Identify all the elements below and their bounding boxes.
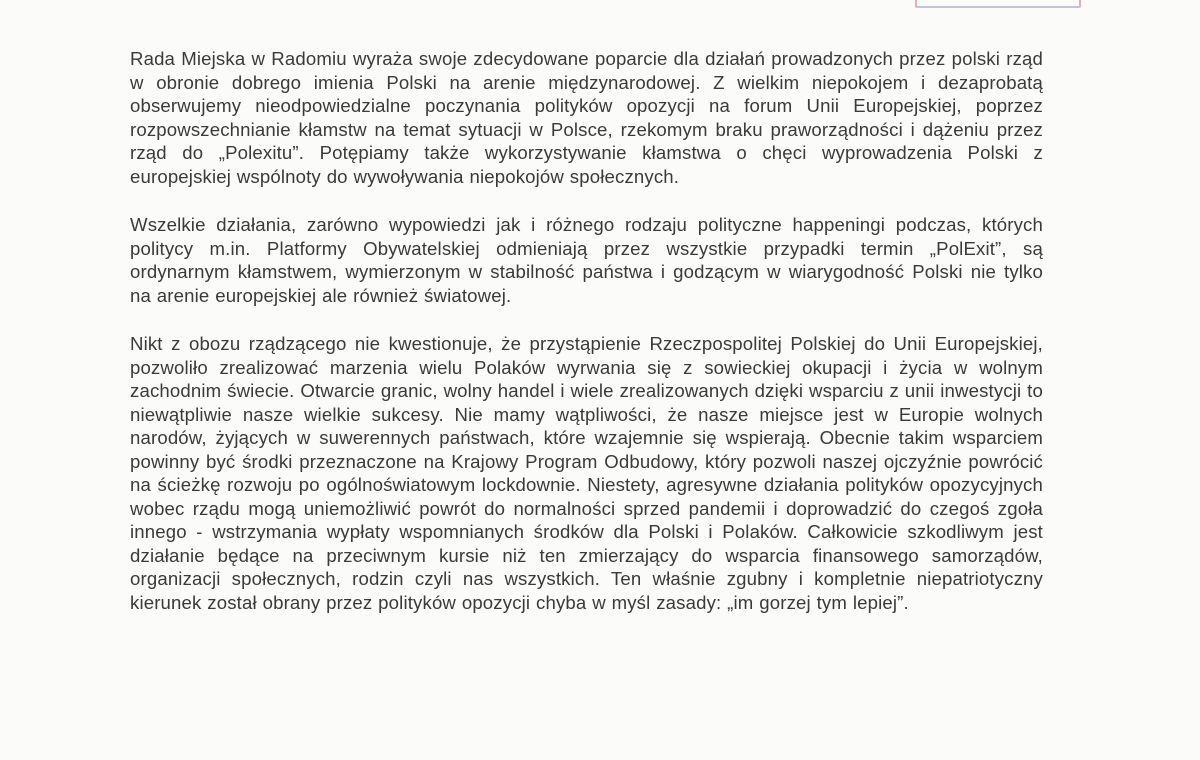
paragraph-2: Wszelkie działania, zarówno wypowiedzi jak i różnego rodzaju polityczne happeningi podczas, których politycy m.in. Platformy Obywatelskiej odmieniają przez wszystkie przypadki termin „PolExit”, są ordynarnym kłamstwem, wymierzonym w stabilność państwa i godzącym w wiarygodność Polski nie tylko na arenie europejskiej ale również światowej. xyxy=(130,214,1043,306)
paragraph-1: Rada Miejska w Radomiu wyraża swoje zdecydowane poparcie dla działań prowadzonych przez polski rząd w obronie dobrego imienia Polski na arenie międzynarodowej. Z wielkim niepokojem i dezaprobatą obserwujemy nieodpowiedzialne poczynania polityków opozycji na forum Unii Europejskiej, poprzez rozpowszechnianie kłamstw na temat sytuacji w Polsce, rzekomym braku praworządności i dążeniu przez rząd do „Polexitu”. Potępiamy także wykorzystywanie kłamstwa o chęci wyprowadzenia Polski z europejskiej wspólnoty do wywoływania niepokojów społecznych. xyxy=(130,48,1043,187)
paragraph-3: Nikt z obozu rządzącego nie kwestionuje, że przystąpienie Rzeczpospolitej Polskiej do Unii Europejskiej, pozwoliło zrealizować marzenia wielu Polaków wyrwania się z sowieckiej okupacji i życia w wolnym zachodnim świecie. Otwarcie granic, wolny handel i wiele zrealizowanych dzięki wsparciu z unii inwestycji to niewątpliwie nasze wielkie sukcesy. Nie mamy wątpliwości, że nasze miejsce jest w Europie wolnych narodów, żyjących w suwerennych państwach, które wzajemnie się wspierają. Obecnie takim wsparciem powinny być środki przeznaczone na Krajowy Program Odbudowy, który pozwoli naszej ojczyźnie powrócić na ścieżkę rozwoju po ogólnoświatowym lockdownie. Niestety, agresywne działania polityków opozycyjnych wobec rządu mogą uniemożliwić powrót do normalności sprzed pandemii i doprowadzić do czegoś zgoła innego - wstrzymania wypłaty wspomnianych środków dla Polski i Polaków. Całkowicie szkodliwym jest działanie będące na przeciwnym kursie niż ten zmierzający do wsparcia finansowego samorządów, organizacji społecznych, rodzin czyli nas wszystkich. Ten właśnie zgubny i kompletnie niepatriotyczny kierunek został obrany przez polityków opozycji chyba w myśl zasady: „im gorzej tym lepiej”. xyxy=(130,333,1043,613)
stamp-mark xyxy=(915,0,1081,8)
document-body xyxy=(130,47,1043,614)
